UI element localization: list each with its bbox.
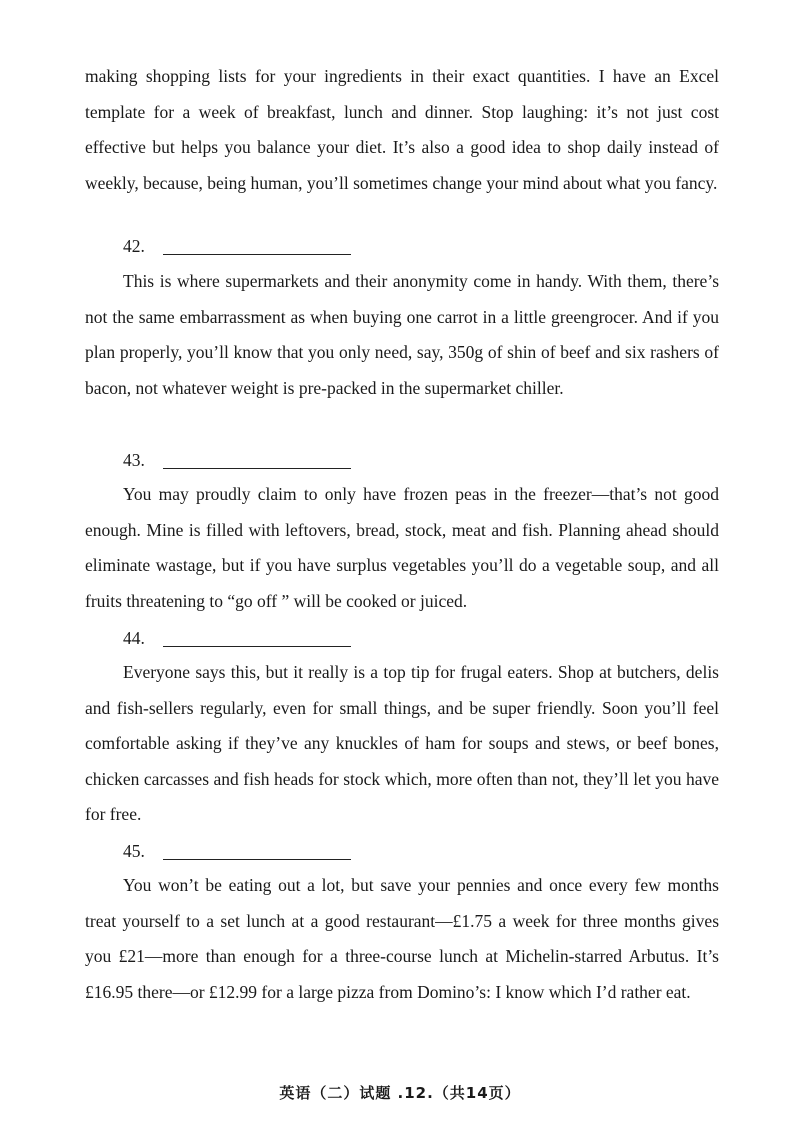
paragraph-42: This is where supermarkets and their anonymity come in handy. With them, there’s not the same embarrassment as when buying one carrot in a little greengrocer. And if you plan properly, you’ll know that you only need, say, 350g of shin of beef and six rashers of bacon, not whatever weight is pre-packed in the supermarket chiller. xyxy=(85,271,719,398)
answer-blank xyxy=(163,253,351,255)
answer-blank xyxy=(163,467,351,469)
question-42 xyxy=(123,234,351,258)
question-43 xyxy=(123,448,351,472)
answer-blank xyxy=(163,858,351,860)
intro-paragraph: making shopping lists for your ingredients in their exact quantities. I have an Excel template for a week of breakfast, lunch and dinner. Stop laughing: it’s not just cost effective but helps you balance your diet. It’s also a good idea to shop daily instead of weekly, because, being human, you’ll sometimes change your mind about what you fancy. xyxy=(85,66,719,193)
paragraph-45: You won’t be eating out a lot, but save your pennies and once every few months treat yourself to a set lunch at a good restaurant—£1.75 a week for three months gives you £21—more than enough for a three-course lunch at Michelin-starred Arbutus. It’s £16.95 there—or £12.99 for a large pizza from Domino’s: I know which I’d rather eat. xyxy=(85,875,719,1002)
question-45 xyxy=(123,839,351,863)
paragraph-44: Everyone says this, but it really is a top tip for frugal eaters. Shop at butchers, delis and fish-sellers regularly, even for small things, and be super friendly. Soon you’ll feel comfortable asking if they’ve any knuckles of ham for soups and stews, or beef bones, chicken carcasses and fish heads for stock which, more often than not, they’ll let you have for free. xyxy=(85,662,719,825)
answer-blank xyxy=(163,645,351,647)
question-number: 42. xyxy=(123,236,145,256)
paragraph-43: You may proudly claim to only have frozen peas in the freezer—that’s not good enough. Mine is filled with leftovers, bread, stock, meat and fish. Planning ahead should eliminate wastage, but if you have surplus vegetables you’ll do a vegetable soup, and all fruits threatening to “go off ” will be cooked or juiced. xyxy=(85,484,719,611)
question-number: 43. xyxy=(123,450,145,470)
question-number: 44. xyxy=(123,628,145,648)
question-44 xyxy=(123,626,351,650)
question-number: 45. xyxy=(123,841,145,861)
page-footer: 英语（二）试题 .12.（共14页） xyxy=(279,1084,521,1102)
